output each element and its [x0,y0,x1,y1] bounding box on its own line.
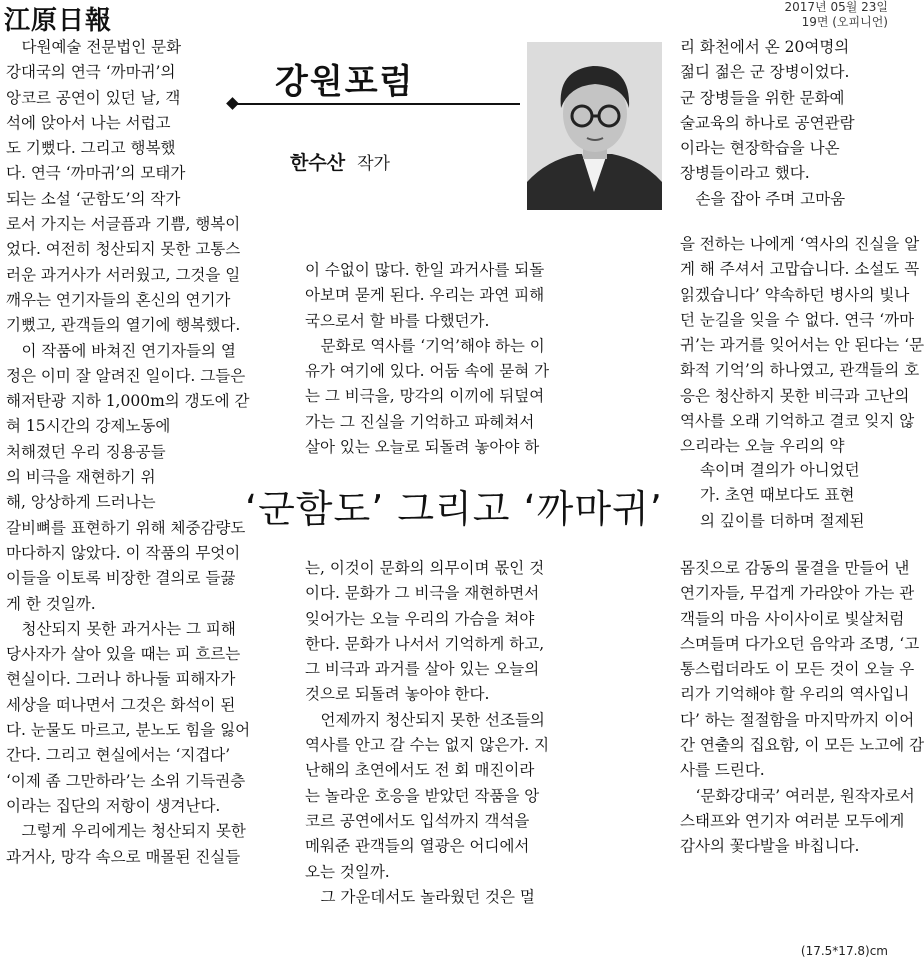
text-line: 으리라는 오늘 우리의 약 [680,437,845,456]
text-line: 다’ 하는 절절함을 마지막까지 이어 [680,710,915,729]
text-line: 군 장병들을 위한 문화예 [680,88,845,107]
text-line: 그 가운데서도 놀라웠던 것은 멀 [305,887,535,906]
text-line: 게 해 주셔서 고맙습니다. 소설도 꼭 [680,260,920,279]
text-line: 살아 있는 오늘로 되돌려 놓아야 하 [305,438,540,457]
text-line: 의 깊이를 더하며 절제된 [700,511,865,530]
text-line: 연기자들, 무겁게 가라앉아 가는 관 [680,584,915,603]
text-line: 혀 15시간의 강제노동에 [6,417,171,436]
text-line: 스며들며 다가오던 음악과 조명, ‘고 [680,634,920,653]
text-line: 술교육의 하나로 공연관람 [680,113,855,132]
body-column-right-bottom [680,556,924,860]
text-line: 강대국의 연극 ‘까마귀’의 [6,63,176,82]
body-column-right-upper [680,232,924,460]
text-line: 역사를 안고 갈 수는 없지 않은가. 지 [305,736,550,755]
text-line: 다. 눈물도 마르고, 분노도 힘을 잃어 [6,721,251,740]
text-line: 해, 앙상하게 드러나는 [6,493,156,512]
body-column-middle-bottom [305,556,585,910]
text-line: 던 눈길을 잊을 수 없다. 연극 ‘까마 [680,310,915,329]
text-line: 젊디 젊은 군 장병이었다. [680,63,850,82]
text-line: ‘문화강대국’ 여러분, 원작자로서 [680,786,915,805]
text-line: ‘이제 좀 그만하라’는 소위 기득권층 [6,771,246,790]
text-line: 해저탄광 지하 1,000m의 갱도에 갇 [6,392,250,411]
text-line: 리 화천에서 온 20여명의 [680,38,850,56]
text-line: 갈비뼈를 표현하기 위해 체중감량도 [6,518,246,537]
text-line: 세상을 떠나면서 그것은 화석이 된 [6,695,236,714]
title-rule [235,103,520,105]
text-line: 리가 기억해야 할 우리의 역사입니 [680,685,910,704]
text-line: 앙코르 공연이 있던 날, 객 [6,88,181,107]
text-line: 통스럽더라도 이 모든 것이 오늘 우 [680,660,915,679]
body-column-left [6,35,276,870]
text-line: 는 놀라운 호응을 받았던 작품을 앙 [305,786,540,805]
text-line: 읽겠습니다’ 약속하던 병사의 빛나 [680,285,910,304]
byline [290,148,390,175]
text-line: 감사의 꽃다발을 바칩니다. [680,837,860,856]
body-column-right-middle [700,458,890,534]
text-line: 이다. 문화가 그 비극을 재현하면서 [305,584,540,603]
text-line: 이들을 이토록 비장한 결의로 들끓 [6,569,236,588]
text-line: 국으로서 할 바를 다했던가. [305,311,490,330]
publication-date: 2017년 05월 23일 [784,0,888,14]
text-line: 게 한 것일까. [6,594,96,613]
body-column-right-top [680,35,890,212]
author-name: 한수산 [290,152,346,174]
text-line: 정은 이미 잘 알려진 일이다. 그들은 [6,366,246,385]
text-line: 코르 공연에서도 입석까지 객석을 [305,811,530,830]
page-section: 19면 (오피니언) [801,15,888,29]
text-line: 손을 잡아 주며 고마움 [680,189,846,208]
text-line: 잊어가는 오늘 우리의 가슴을 쳐야 [305,609,535,628]
column-title: 강원포럼 [275,62,415,102]
text-line: 간다. 그리고 현실에서는 ‘지겹다’ [6,746,231,765]
text-line: 사를 드린다. [680,761,765,780]
text-line: 의 비극을 재현하기 위 [6,468,156,487]
dateline [785,0,888,30]
body-column-middle-top [305,258,585,460]
clipping-size-note: (17.5*17.8)cm [800,944,888,958]
text-line: 다원예술 전문법인 문화 [6,38,182,56]
text-line: 석에 앉아서 나는 서럽고 [6,113,171,132]
text-line: 가는 그 진실을 기억하고 파헤쳐서 [305,412,535,431]
text-line: 오는 것일까. [305,862,390,881]
text-line: 현실이다. 그러나 하나둘 피해자가 [6,670,236,689]
text-line: 장병들이라고 했다. [680,164,810,183]
text-line: 메워준 관객들의 열광은 어디에서 [305,837,530,856]
text-line: 이라는 현장학습을 나온 [680,139,840,158]
text-line: 이 수없이 많다. 한일 과거사를 되돌 [305,261,545,279]
text-line: 되는 소설 ‘군함도’의 작가 [6,189,181,208]
text-line: 청산되지 못한 과거사는 그 피해 [6,619,236,638]
text-line: 이라는 집단의 저항이 생겨난다. [6,796,221,815]
text-line: 로서 가지는 서글픔과 기쁨, 행복이 [6,215,241,234]
text-line: 당사자가 살아 있을 때는 피 흐르는 [6,645,241,664]
text-line: 그렇게 우리에게는 청산되지 못한 [6,822,246,841]
text-line: 을 전하는 나에게 ‘역사의 진실을 알 [680,235,920,253]
text-line: 화적 기억’의 하나였고, 관객들의 호 [680,361,920,380]
text-line: 객들의 마음 사이사이로 빛살처럼 [680,609,905,628]
text-line: 몸짓으로 감동의 물결을 만들어 낸 [680,559,910,577]
text-line: 문화로 역사를 ‘기억’해야 하는 이 [305,336,545,355]
text-line: 유가 여기에 있다. 어둠 속에 묻혀 가 [305,362,550,381]
text-line: 러운 과거사가 서러웠고, 그것을 일 [6,265,241,284]
author-portrait-illustration [527,42,662,210]
text-line: 는, 이것이 문화의 의무이며 몫인 것 [305,559,545,577]
author-photo [527,42,662,210]
text-line: 난해의 초연에서도 전 회 매진이라 [305,761,535,780]
text-line: 응은 청산하지 못한 비극과 고난의 [680,386,910,405]
text-line: 었다. 여전히 청산되지 못한 고통스 [6,240,241,259]
text-line: 귀’는 과거를 잊어서는 안 된다는 ‘문 [680,336,924,355]
text-line: 다. 연극 ‘까마귀’의 모태가 [6,164,186,183]
text-line: 것으로 되돌려 놓아야 한다. [305,685,490,704]
text-line: 속이며 결의가 아니었던 [700,461,860,479]
text-line: 스태프와 연기자 여러분 모두에게 [680,811,905,830]
text-line: 그 비극과 과거를 살아 있는 오늘의 [305,660,540,679]
text-line: 아보며 묻게 된다. 우리는 과연 피해 [305,286,545,305]
text-line: 기뻤고, 관객들의 열기에 행복했다. [6,316,241,335]
text-line: 이 작품에 바쳐진 연기자들의 열 [6,341,236,360]
text-line: 마다하지 않았다. 이 작품의 무엇이 [6,543,241,562]
text-line: 한다. 문화가 나서서 기억하게 하고, [305,634,545,653]
newspaper-masthead: 江原日報 [4,6,113,36]
text-line: 간 연출의 집요함, 이 모든 노고에 감 [680,736,924,755]
article-headline: ‘군함도’ 그리고 ‘까마귀’ [245,487,663,531]
author-role: 작가 [357,154,390,174]
text-line: 는 그 비극을, 망각의 이끼에 뒤덮여 [305,387,545,406]
text-line: 언제까지 청산되지 못한 선조들의 [305,710,545,729]
text-line: 도 기뻤다. 그리고 행복했 [6,139,176,158]
text-line: 역사를 오래 기억하고 결코 잊지 않 [680,412,915,431]
text-line: 처해졌던 우리 징용공들 [6,442,166,461]
text-line: 깨우는 연기자들의 혼신의 연기가 [6,290,231,309]
text-line: 과거사, 망각 속으로 매몰된 진실들 [6,847,241,866]
text-line: 가. 초연 때보다도 표현 [700,486,855,505]
